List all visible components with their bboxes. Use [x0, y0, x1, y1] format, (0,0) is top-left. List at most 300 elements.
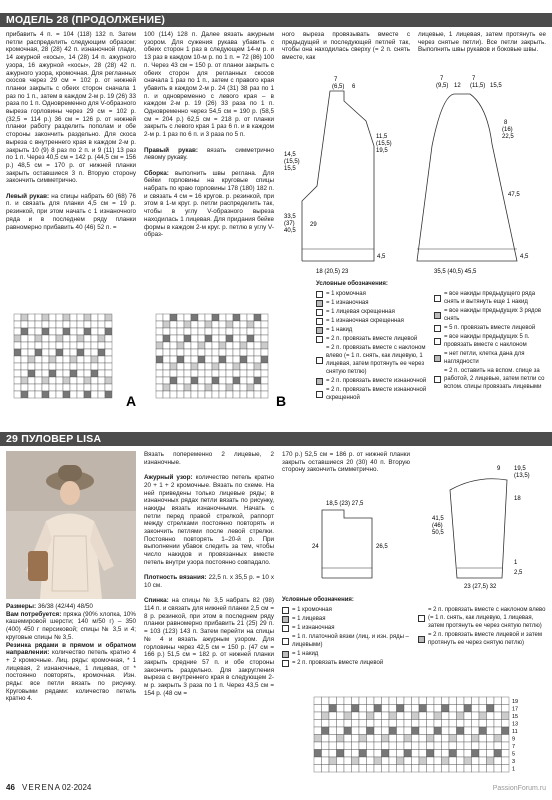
chart-cell — [494, 720, 502, 728]
chart-cell — [352, 727, 360, 735]
chart-cell — [198, 377, 205, 384]
chart-cell — [233, 391, 240, 398]
svg-text:22,5: 22,5 — [502, 134, 514, 140]
chart-cell — [261, 349, 268, 356]
legend-symbol-icon — [434, 355, 441, 362]
chart-cell — [359, 705, 367, 713]
chart-cell — [35, 314, 42, 321]
chart-cell — [449, 705, 457, 713]
chart-cell — [28, 377, 35, 384]
chart-cell — [177, 314, 184, 321]
chart-cell — [91, 370, 98, 377]
chart-cell — [205, 328, 212, 335]
svg-text:18,5 (23) 27,5: 18,5 (23) 27,5 — [326, 501, 364, 507]
chart-cell — [163, 384, 170, 391]
chart-cell — [374, 720, 382, 728]
chart-cell — [427, 765, 435, 773]
chart-cell — [352, 712, 360, 720]
chart-cell — [240, 391, 247, 398]
chart-cell — [337, 720, 345, 728]
chart-cell — [314, 742, 322, 750]
chart-cell — [442, 750, 450, 758]
chart-cell — [163, 349, 170, 356]
chart-cell — [457, 757, 465, 765]
chart-cell — [98, 384, 105, 391]
chart-cell — [240, 314, 247, 321]
model29-legend-item — [418, 606, 548, 630]
chart-cell — [464, 750, 472, 758]
chart-cell — [219, 384, 226, 391]
chart-cell — [337, 727, 345, 735]
chart-cell — [261, 363, 268, 370]
chart-cell — [479, 757, 487, 765]
chart-cell — [77, 370, 84, 377]
chart-cell — [457, 720, 465, 728]
chart-cell — [329, 705, 337, 713]
chart-cell — [63, 335, 70, 342]
chart-cell — [14, 328, 21, 335]
chart-cell — [329, 735, 337, 743]
chart-cell — [322, 720, 330, 728]
chart-cell — [382, 727, 390, 735]
chart-cell — [472, 720, 480, 728]
chart-cell — [170, 356, 177, 363]
chart-cell — [177, 384, 184, 391]
chart-cell — [314, 705, 322, 713]
chart-cell — [419, 705, 427, 713]
chart-cell — [352, 750, 360, 758]
legend-text: = все накиды предыдущих 5 п. провязать вместе с наклоном — [444, 334, 530, 348]
chart-cell — [479, 727, 487, 735]
chart-cell — [261, 370, 268, 377]
chart-cell — [419, 750, 427, 758]
svg-text:1: 1 — [514, 560, 518, 566]
chart-cell — [98, 377, 105, 384]
chart-cell — [233, 349, 240, 356]
chart-cell — [21, 363, 28, 370]
chart-cell — [219, 335, 226, 342]
chart-cell — [261, 342, 268, 349]
chart-cell — [344, 705, 352, 713]
chart-cell — [314, 712, 322, 720]
chart-cell — [212, 349, 219, 356]
model28-legend-item — [316, 344, 428, 376]
chart-cell — [205, 384, 212, 391]
chart-cell — [177, 377, 184, 384]
svg-text:7: 7 — [472, 76, 476, 82]
chart-cell — [219, 314, 226, 321]
chart-cell — [49, 356, 56, 363]
svg-text:14,5: 14,5 — [284, 152, 296, 158]
chart-cell — [329, 712, 337, 720]
svg-text:(46): (46) — [432, 523, 443, 529]
chart-cell — [70, 314, 77, 321]
chart-cell — [240, 356, 247, 363]
model28-legend-item — [316, 377, 428, 385]
chart-cell — [397, 757, 405, 765]
chart-cell — [49, 321, 56, 328]
model29-legend-left — [282, 606, 412, 668]
chart-cell — [374, 742, 382, 750]
chart-cell — [329, 727, 337, 735]
chart-cell — [337, 735, 345, 743]
chart-cell — [226, 342, 233, 349]
chart-cell — [226, 321, 233, 328]
chart-cell — [472, 712, 480, 720]
chart-cell — [163, 377, 170, 384]
chart-cell — [233, 321, 240, 328]
legend-symbol-icon — [434, 325, 441, 332]
chart-cell — [412, 750, 420, 758]
legend-symbol-icon — [316, 300, 323, 307]
chart-cell — [367, 697, 375, 705]
chart-cell — [212, 335, 219, 342]
chart-cell — [434, 727, 442, 735]
chart-cell — [494, 742, 502, 750]
svg-text:29: 29 — [310, 222, 317, 228]
chart-cell — [219, 370, 226, 377]
chart-cell — [434, 757, 442, 765]
legend-text: = 2 п. провязать вместе лицевой и затем протянуть ее через снятую петлю) — [428, 632, 542, 646]
model28-legend-item — [316, 308, 428, 316]
svg-text:19,5: 19,5 — [376, 148, 388, 154]
chart-cell — [212, 370, 219, 377]
chart-cell — [177, 356, 184, 363]
chart-cell — [205, 314, 212, 321]
chart-cell — [374, 727, 382, 735]
legend-text: = 2 п. провязать вместе лицевой — [326, 336, 418, 342]
chart-cell — [49, 384, 56, 391]
chart-cell — [219, 342, 226, 349]
svg-text:15,5: 15,5 — [284, 166, 296, 172]
chart-cell — [472, 735, 480, 743]
chart-cell — [449, 765, 457, 773]
chart-cell — [247, 335, 254, 342]
chart-cell — [219, 391, 226, 398]
chart-cell — [472, 697, 480, 705]
chart-row-number: 9 — [512, 736, 516, 743]
chart-cell — [170, 349, 177, 356]
chart-cell — [254, 377, 261, 384]
chart-cell — [28, 342, 35, 349]
model29-sleeve-outline — [450, 479, 507, 578]
chart-cell — [434, 720, 442, 728]
model28-legend-item — [316, 386, 428, 402]
chart-cell — [28, 321, 35, 328]
chart-cell — [472, 742, 480, 750]
legend-text: = 1 изнаночная — [292, 625, 335, 631]
chart-cell — [397, 750, 405, 758]
chart-cell — [389, 757, 397, 765]
chart-cell — [419, 727, 427, 735]
chart-cell — [449, 742, 457, 750]
chart-cell — [63, 377, 70, 384]
chart-cell — [359, 757, 367, 765]
chart-cell — [35, 342, 42, 349]
chart-cell — [212, 384, 219, 391]
chart-cell — [434, 750, 442, 758]
chart-cell — [254, 328, 261, 335]
chart-cell — [77, 321, 84, 328]
legend-symbol-icon — [434, 312, 441, 319]
chart-cell — [70, 384, 77, 391]
chart-cell — [42, 342, 49, 349]
chart-cell — [205, 377, 212, 384]
chart-cell — [91, 349, 98, 356]
svg-text:(15,5): (15,5) — [376, 141, 392, 147]
chart-cell — [163, 370, 170, 377]
model28-legend-item — [434, 333, 546, 349]
chart-cell — [457, 765, 465, 773]
chart-cell — [404, 750, 412, 758]
svg-text:12: 12 — [454, 83, 461, 89]
chart-cell — [105, 356, 112, 363]
chart-cell — [479, 705, 487, 713]
chart-cell — [314, 720, 322, 728]
chart-cell — [191, 349, 198, 356]
legend-text: = 1 кромочная — [326, 291, 366, 297]
chart-cell — [337, 750, 345, 758]
chart-cell — [205, 370, 212, 377]
chart-cell — [28, 314, 35, 321]
chart-cell — [84, 335, 91, 342]
chart-cell — [21, 370, 28, 377]
chart-cell — [382, 765, 390, 773]
svg-text:(16): (16) — [502, 127, 513, 133]
model28-legend-item — [434, 324, 546, 332]
chart-cell — [156, 335, 163, 342]
chart-cell — [419, 735, 427, 743]
chart-cell — [156, 342, 163, 349]
chart-cell — [198, 335, 205, 342]
chart-cell — [502, 757, 510, 765]
chart-cell — [70, 356, 77, 363]
chart-cell — [177, 335, 184, 342]
svg-text:26,5: 26,5 — [376, 544, 388, 550]
chart-cell — [56, 342, 63, 349]
chart-cell — [240, 363, 247, 370]
chart-cell — [382, 705, 390, 713]
model28-legend-item — [434, 307, 546, 323]
chart-cell — [434, 712, 442, 720]
legend-symbol-icon — [418, 636, 425, 643]
chart-cell — [70, 349, 77, 356]
chart-cell — [226, 363, 233, 370]
chart-cell — [212, 356, 219, 363]
chart-cell — [156, 370, 163, 377]
chart-cell — [70, 342, 77, 349]
legend-text: = 2 п. провязать вместе изнаночной скрещенной — [326, 387, 427, 401]
chart-cell — [84, 363, 91, 370]
chart-cell — [412, 757, 420, 765]
model28-legend-item — [316, 317, 428, 325]
chart-cell — [77, 384, 84, 391]
chart-cell — [28, 370, 35, 377]
chart-cell — [105, 342, 112, 349]
chart-cell — [191, 328, 198, 335]
chart-cell — [226, 377, 233, 384]
chart-cell — [205, 335, 212, 342]
svg-text:41,5: 41,5 — [432, 516, 444, 522]
chart-cell — [156, 328, 163, 335]
chart-cell — [163, 356, 170, 363]
chart-cell — [449, 757, 457, 765]
svg-text:15,5: 15,5 — [490, 83, 502, 89]
chart-cell — [21, 328, 28, 335]
chart-cell — [98, 363, 105, 370]
chart-cell — [479, 742, 487, 750]
chart-cell — [442, 757, 450, 765]
chart-cell — [84, 370, 91, 377]
chart-cell — [98, 335, 105, 342]
chart-cell — [472, 705, 480, 713]
chart-row-number: 1 — [512, 766, 516, 773]
chart-cell — [457, 750, 465, 758]
chart-cell — [457, 735, 465, 743]
chart-cell — [487, 727, 495, 735]
chart-cell — [427, 705, 435, 713]
chart-cell — [84, 342, 91, 349]
chart-cell — [77, 314, 84, 321]
chart-cell — [191, 377, 198, 384]
model28-title: МОДЕЛЬ 28 (ПРОДОЛЖЕНИЕ) — [6, 14, 166, 26]
chart-cell — [382, 757, 390, 765]
chart-cell — [487, 697, 495, 705]
chart-cell — [412, 720, 420, 728]
chart-row-number: 7 — [512, 744, 516, 750]
chart-cell — [191, 342, 198, 349]
chart-cell — [14, 342, 21, 349]
chart-cell — [442, 705, 450, 713]
chart-cell — [397, 765, 405, 773]
legend-symbol-icon — [316, 357, 323, 364]
chart-cell — [419, 757, 427, 765]
chart-cell — [389, 705, 397, 713]
chart-cell — [427, 697, 435, 705]
chart-cell — [329, 757, 337, 765]
face — [60, 481, 80, 505]
model28-schematics — [282, 66, 550, 276]
chart-cell — [464, 712, 472, 720]
chart-cell — [91, 328, 98, 335]
magazine-issue: 02·2024 — [62, 783, 92, 792]
chart-cell — [156, 321, 163, 328]
chart-cell — [212, 321, 219, 328]
chart-cell — [404, 735, 412, 743]
chart-cell — [464, 742, 472, 750]
chart-cell — [322, 757, 330, 765]
chart-cell — [261, 356, 268, 363]
watermark: PassionForum.ru — [492, 785, 546, 792]
chart-cell — [70, 370, 77, 377]
chart-cell — [156, 349, 163, 356]
svg-text:6: 6 — [352, 84, 356, 90]
chart-cell — [397, 735, 405, 743]
chart-cell — [84, 356, 91, 363]
chart-cell — [389, 750, 397, 758]
chart-cell — [449, 712, 457, 720]
model29-legend-right — [418, 606, 548, 668]
chart-cell — [70, 328, 77, 335]
chart-cell — [314, 735, 322, 743]
svg-text:23 (27,5) 32: 23 (27,5) 32 — [464, 584, 497, 590]
chart-cell — [464, 720, 472, 728]
chart-cell — [464, 727, 472, 735]
chart-row-number: 13 — [512, 721, 519, 728]
chart-cell — [35, 377, 42, 384]
chart-cell — [14, 363, 21, 370]
chart-cell — [382, 750, 390, 758]
chart-cell — [464, 697, 472, 705]
chart-cell — [28, 349, 35, 356]
model28-legend-title: Условные обозначения: — [316, 281, 388, 287]
chart-row-number: 3 — [512, 759, 516, 765]
chart-cell — [233, 363, 240, 370]
chart-cell — [156, 377, 163, 384]
chart-cell — [254, 349, 261, 356]
chart-cell — [457, 712, 465, 720]
chart-cell — [449, 727, 457, 735]
svg-text:35,5 (40,5) 45,5: 35,5 (40,5) 45,5 — [434, 269, 477, 275]
chart-cell — [98, 314, 105, 321]
chart-row-number: 11 — [512, 729, 518, 735]
chart-cell — [91, 321, 98, 328]
chart-cell — [404, 742, 412, 750]
chart-cell — [14, 391, 21, 398]
legend-symbol-icon — [316, 309, 323, 316]
chart-cell — [233, 335, 240, 342]
chart-a-grid — [14, 314, 112, 398]
chart-cell — [70, 377, 77, 384]
chart-cell — [49, 328, 56, 335]
chart-cell — [42, 314, 49, 321]
chart-cell — [457, 697, 465, 705]
chart-cell — [389, 720, 397, 728]
front-outline — [302, 91, 374, 261]
chart-cell — [240, 377, 247, 384]
chart-cell — [240, 328, 247, 335]
chart-cell — [314, 750, 322, 758]
chart-cell — [156, 384, 163, 391]
chart-cell — [427, 727, 435, 735]
chart-cell — [404, 727, 412, 735]
chart-cell — [344, 742, 352, 750]
chart-cell — [314, 727, 322, 735]
chart-cell — [427, 720, 435, 728]
chart-cell — [367, 765, 375, 773]
legend-symbol-icon — [434, 295, 441, 302]
chart-cell — [84, 391, 91, 398]
chart-cell — [163, 342, 170, 349]
chart-cell — [254, 363, 261, 370]
chart-cell — [427, 750, 435, 758]
chart-cell — [247, 328, 254, 335]
chart-cell — [198, 342, 205, 349]
chart-cell — [91, 391, 98, 398]
chart-cell — [337, 705, 345, 713]
chart-cell — [170, 342, 177, 349]
chart-cell — [205, 356, 212, 363]
chart-b-grid — [156, 314, 268, 398]
chart-cell — [359, 765, 367, 773]
chart-cell — [49, 363, 56, 370]
chart-cell — [412, 735, 420, 743]
chart-cell — [170, 321, 177, 328]
chart-cell — [163, 314, 170, 321]
model29-chart-grid — [314, 697, 518, 773]
chart-cell — [427, 712, 435, 720]
chart-cell — [21, 384, 28, 391]
